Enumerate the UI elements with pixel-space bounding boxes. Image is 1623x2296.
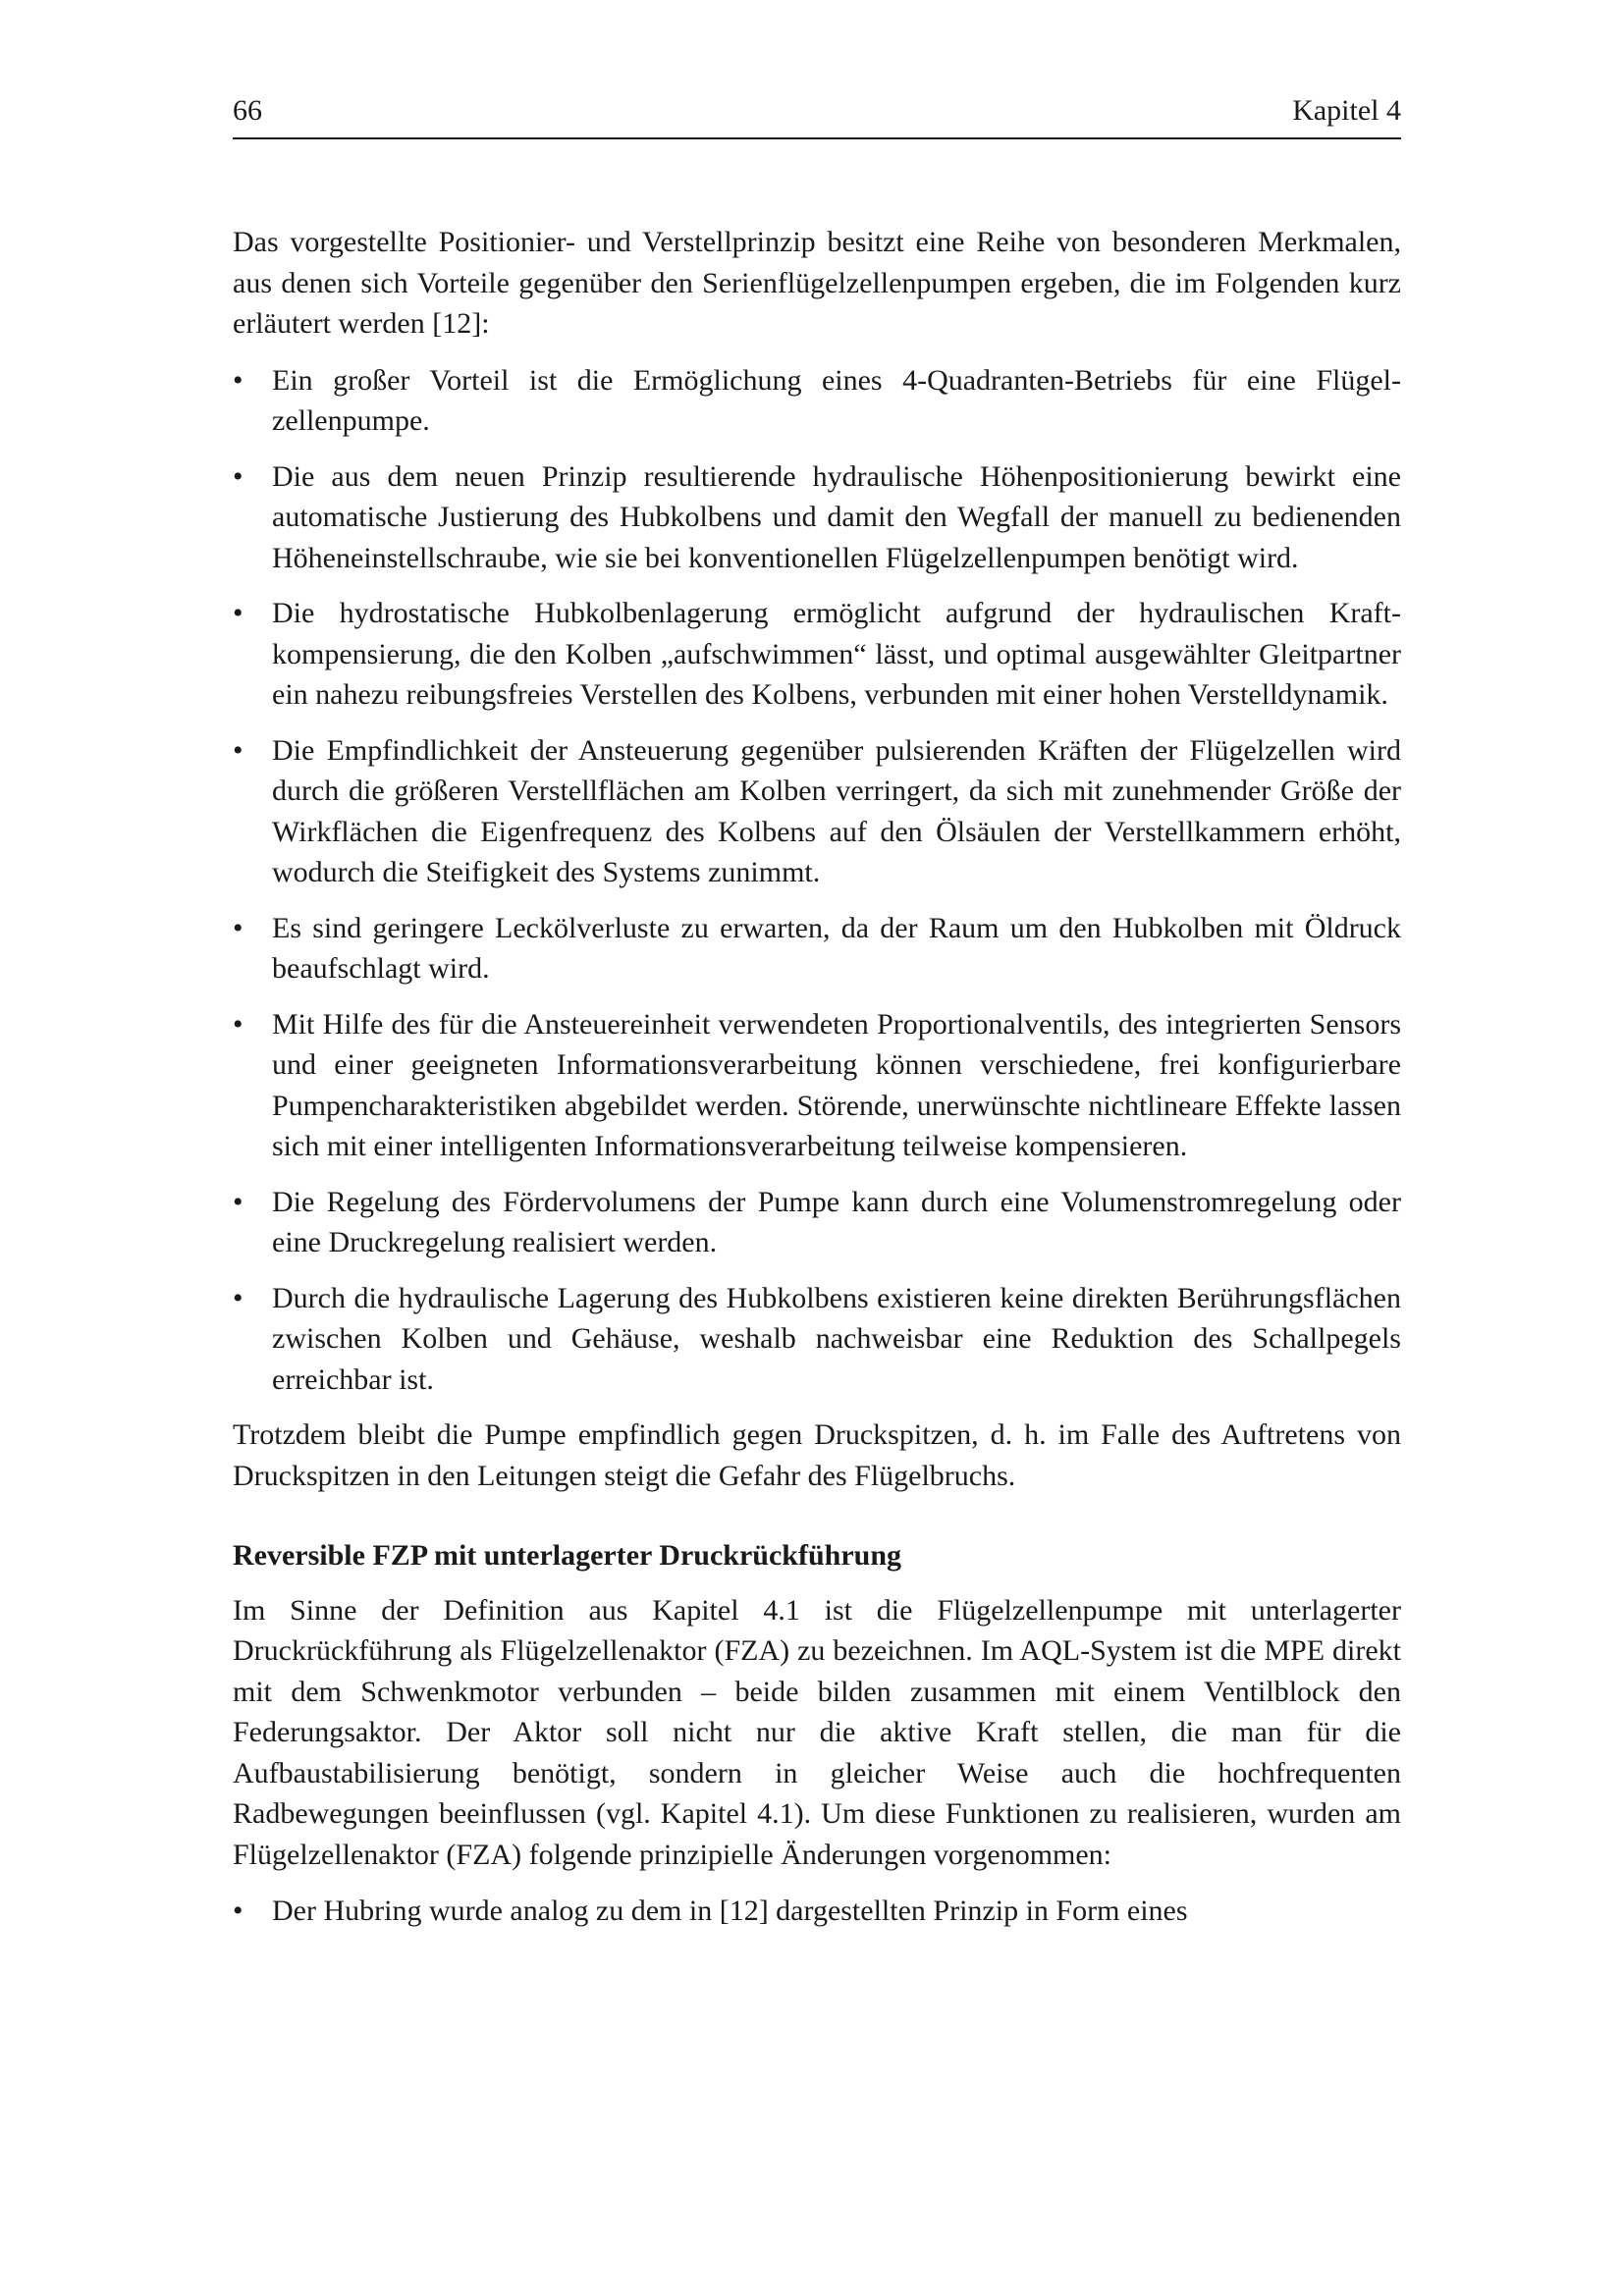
list-item-text: Die Regelung des Fördervolumens der Pumpe kann durch eine Volumenstromregelung oder eine Druckregelung realisiert werden. [272, 1185, 1401, 1258]
advantages-list [233, 360, 1401, 1401]
page-number: 66 [233, 94, 262, 127]
bullet-icon: • [233, 1007, 243, 1041]
bullet-icon: • [233, 911, 243, 944]
bullet-icon: • [233, 363, 243, 397]
list-item-text: Es sind geringere Leckölverluste zu erwarten, da der Raum um den Hubkolben mit Öldruck beaufschlagt wird. [272, 911, 1401, 985]
list-item-text: Der Hubring wurde analog zu dem in [12] dargestellten Prinzip in Form eines [272, 1895, 1188, 1927]
list-item [233, 908, 1401, 989]
list-item [233, 1278, 1401, 1401]
bullet-icon: • [233, 597, 243, 629]
bullet-icon: • [233, 733, 243, 767]
section-heading: Reversible FZP mit unterlagerter Druckrückführung [233, 1539, 902, 1572]
list-item-text: Durch die hydraulische Lagerung des Hubkolbens existieren keine direkten Berührungsflächen zwischen Kolben und Gehäuse, weshalb nachweisbar eine Reduktion des Schallpegels erreichbar ist. [272, 1281, 1401, 1396]
changes-list [233, 1891, 1401, 1932]
list-item [233, 456, 1401, 579]
list-item-text: Mit Hilfe des für die Ansteuereinheit verwendeten Proportionalventils, des integrierten Sensors und einer geeigneten Informationsverarbeitung können verschiedene, frei konfigurierbare Pumpencharakteristiken abgebildet werden. Störende, unerwünschte nichtlineare Effekte lassen sich mit einer intelligenten Informationsverarbeitung teilweise kompensieren. [272, 1007, 1401, 1162]
body-text [233, 222, 1401, 1947]
list-item-text: Ein großer Vorteil ist die Ermöglichung eines 4-Quadranten-Betriebs für eine Flügelzellenpumpe. [272, 363, 1401, 437]
closing-paragraph: Trotzdem bleibt die Pumpe empfindlich gegen Druckspitzen, d. h. im Falle des Auftretens von Druckspitzen in den Leitungen steigt die Gefahr des Flügelbruchs. [233, 1418, 1401, 1492]
bullet-icon: • [233, 1281, 243, 1314]
intro-paragraph: Das vorgestellte Positionier- und Verstellprinzip besitzt eine Reihe von besonderen Merkmalen, aus denen sich Vorteile gegenüber den Serienflügelzellenpumpen ergeben, die im Folgenden kurz erläutert werden [12]: [233, 226, 1401, 340]
list-item [233, 730, 1401, 893]
list-item [233, 360, 1401, 442]
list-item-text: Die aus dem neuen Prinzip resultierende hydraulische Höhenpositionierung bewirkt eine automatische Justierung des Hubkolbens und damit den Wegfall der manuell zu bedienenden Höheneinstellschraube, wie sie bei konventionellen Flügelzellenpumpen benötigt wird. [272, 459, 1401, 574]
bullet-icon: • [233, 459, 243, 493]
chapter-label: Kapitel 4 [1292, 94, 1401, 127]
list-item [233, 1004, 1401, 1167]
running-header [233, 90, 1401, 139]
list-item [233, 1891, 1401, 1932]
list-item [233, 593, 1401, 716]
list-item-text: Die Empfindlichkeit der Ansteuerung gegenüber pulsierenden Kräften der Flügelzellen wird durch die größeren Verstellflächen am Kolben verringert, da sich mit zunehmender Größe der Wirkflächen die Eigenfrequenz des Kolbens auf den Ölsäulen der Verstellkammern erhöht, wodurch die Steifigkeit des Systems zunimmt. [272, 733, 1401, 888]
bullet-icon: • [233, 1895, 243, 1927]
book-page [233, 0, 1401, 2296]
list-item-text: Die hydrostatische Hubkolbenlagerung ermöglicht aufgrund der hydraulischen Kraftkompensierung, die den Kolben „aufschwimmen“ lässt, und optimal ausgewählter Gleitpartner ein nahezu reibungsfreies Verstellen des Kolbens, verbunden mit einer hohen Verstelldynamik. [272, 597, 1401, 711]
section-paragraph: Im Sinne der Definition aus Kapitel 4.1 ist die Flügelzellenpumpe mit unterlagerter Druckrückführung als Flügelzellenaktor (FZA) zu bezeichnen. Im AQL-System ist die MPE direkt mit dem Schwenkmotor verbunden – beide bilden zusammen mit einem Ventilblock den Federungsaktor. Der Aktor soll nicht nur die aktive Kraft stellen, die man für die Aufbaustabilisierung benötigt, sondern in gleicher Weise auch die hochfrequenten Radbewegungen beeinflussen (vgl. Kapitel 4.1). Um diese Funktionen zu realisieren, wurden am Flügelzellenaktor (FZA) folgende prinzipielle Änderungen vorgenommen: [233, 1593, 1401, 1871]
bullet-icon: • [233, 1185, 243, 1218]
list-item [233, 1182, 1401, 1263]
